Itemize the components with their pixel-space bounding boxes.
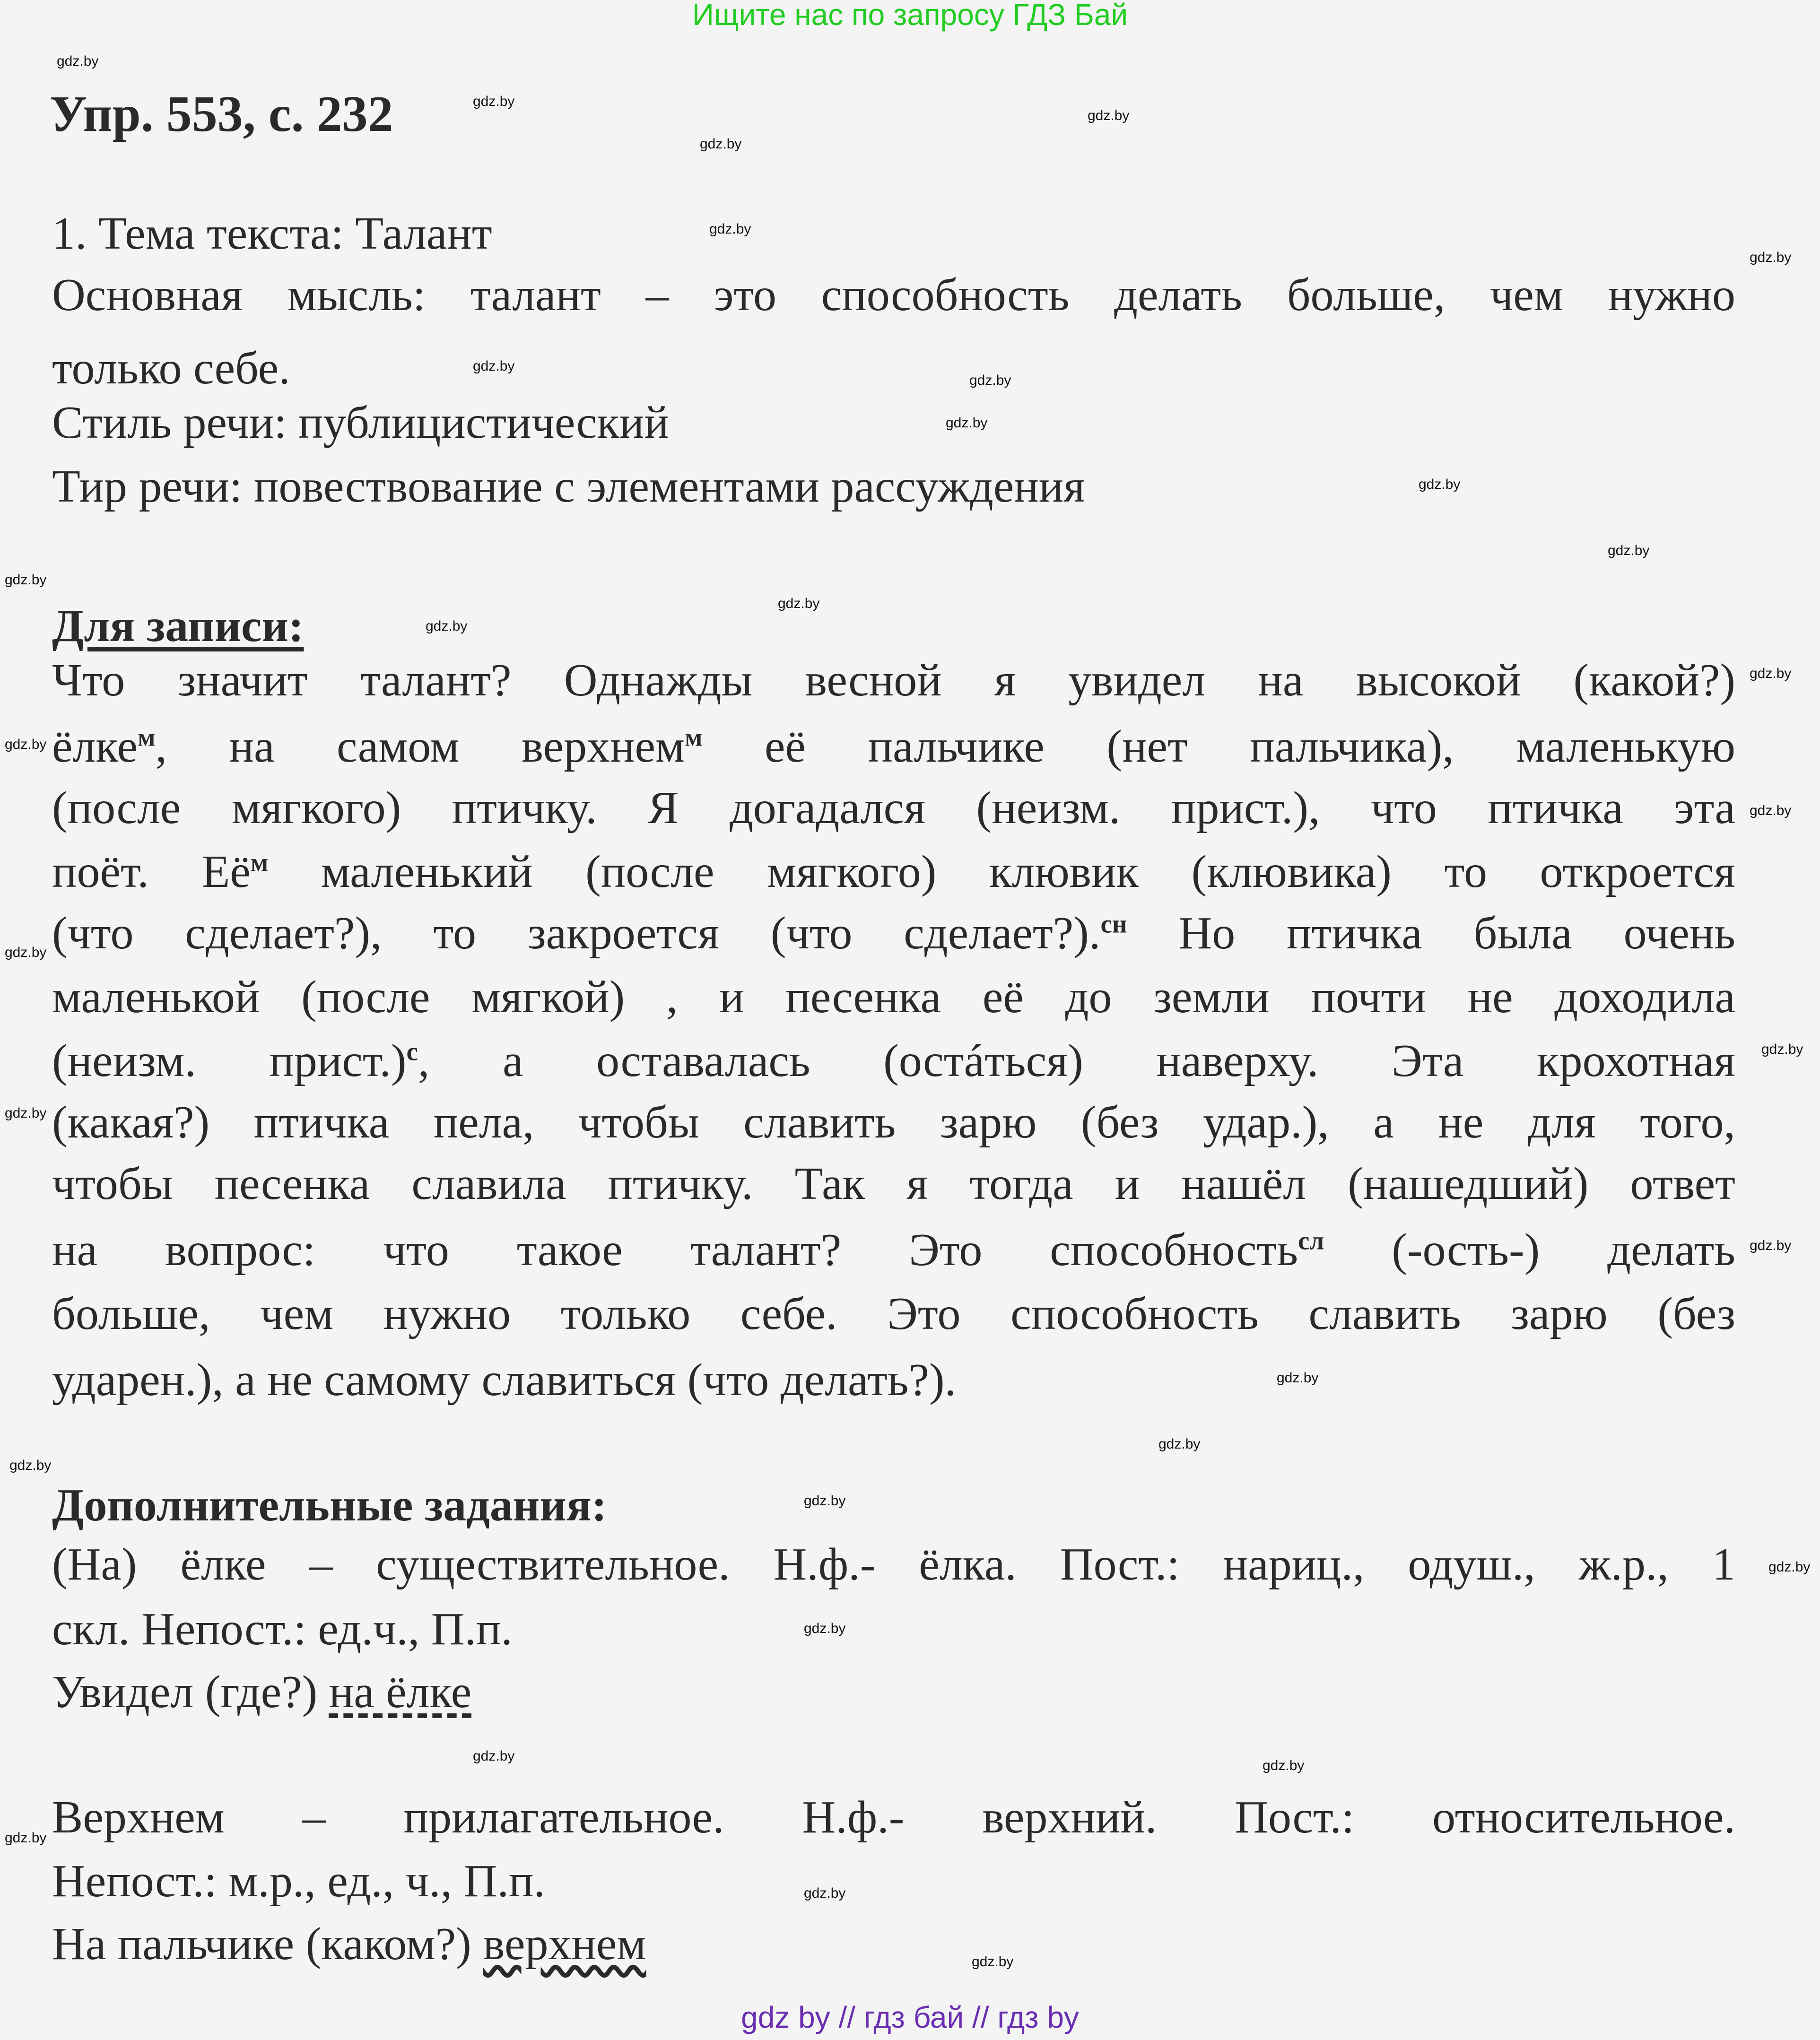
watermark: gdz.by bbox=[1750, 666, 1792, 681]
watermark: gdz.by bbox=[1277, 1370, 1319, 1386]
watermark: gdz.by bbox=[5, 572, 47, 588]
text-topic: 1. Тема текста: Талант bbox=[52, 208, 492, 259]
morpheme-mark: сн bbox=[1100, 909, 1127, 938]
watermark: gdz.by bbox=[426, 618, 468, 634]
record-line bbox=[52, 1035, 1735, 1086]
extra-heading: Дополнительные задания: bbox=[52, 1480, 607, 1531]
watermark: gdz.by bbox=[5, 945, 47, 960]
record-text: маленький (после мягкого) клювик (клювика) то откроется bbox=[268, 846, 1735, 897]
watermark: gdz.by bbox=[1088, 108, 1130, 123]
exercise-title: Упр. 553, с. 232 bbox=[50, 86, 393, 142]
morpheme-mark: м bbox=[138, 722, 156, 752]
verh-q-text: На пальчике (каком?) bbox=[52, 1918, 483, 1970]
elka-question bbox=[52, 1667, 472, 1718]
watermark: gdz.by bbox=[946, 415, 988, 431]
record-line bbox=[52, 1288, 1735, 1339]
watermark: gdz.by bbox=[804, 1493, 846, 1509]
record-line bbox=[52, 972, 1735, 1023]
watermark: gdz.by bbox=[1263, 1758, 1305, 1773]
record-line bbox=[52, 655, 1735, 706]
watermark: gdz.by bbox=[1750, 250, 1792, 265]
watermark: gdz.by bbox=[700, 136, 742, 152]
record-text: маленькой (после мягкой) , и песенка её до земли почти не доходила bbox=[52, 972, 1735, 1023]
watermark: gdz.by bbox=[804, 1621, 846, 1636]
morpheme-mark: м bbox=[685, 722, 703, 752]
record-text: (после мягкого) птичку. Я догадался (неизм. прист.), что птичка эта bbox=[52, 782, 1735, 833]
record-text: Но птичка была очень bbox=[1127, 908, 1735, 959]
record-text: , а оставалась (остáться) наверху. Эта крохотная bbox=[418, 1035, 1735, 1086]
watermark: gdz.by bbox=[778, 596, 820, 611]
record-text: (какая?) птичка пела, чтобы славить зарю (без удар.), а не для того, bbox=[52, 1097, 1735, 1148]
watermark: gdz.by bbox=[473, 94, 515, 109]
text-type: Тир речи: повествование с элементами рассуждения bbox=[52, 461, 1085, 512]
record-heading: Для записи: bbox=[52, 600, 304, 651]
watermark: gdz.by bbox=[972, 1954, 1014, 1970]
record-line bbox=[52, 908, 1735, 959]
record-line bbox=[52, 723, 1735, 770]
record-text: чтобы песенка славила птичку. Так я тогда и нашёл (нашедший) ответ bbox=[52, 1158, 1735, 1209]
watermark: gdz.by bbox=[473, 358, 515, 374]
elka-answer: на ёлке bbox=[329, 1667, 472, 1718]
record-text: (неизм. прист.) bbox=[52, 1035, 407, 1086]
watermark: gdz.by bbox=[1158, 1436, 1201, 1452]
elka-q-text: Увидел (где?) bbox=[52, 1667, 329, 1718]
watermark: gdz.by bbox=[473, 1748, 515, 1764]
record-text: её пальчике (нет пальчика), маленькую bbox=[702, 721, 1735, 772]
record-text: , на самом верхнем bbox=[155, 721, 685, 772]
morpheme-mark: сл bbox=[1298, 1226, 1324, 1255]
watermark: gdz.by bbox=[1768, 1559, 1811, 1575]
watermark: gdz.by bbox=[9, 1458, 52, 1473]
site-footer-banner: gdz by // гдз бай // гдз by bbox=[741, 2000, 1079, 2034]
text-main-idea: Основная мысль: талант – это способность делать больше, чем нужно bbox=[52, 269, 1735, 321]
record-text: Что значит талант? Однажды весной я увидел на высокой (какой?) bbox=[52, 655, 1735, 706]
record-text: больше, чем нужно только себе. Это способность славить зарю (без bbox=[52, 1288, 1735, 1339]
watermark: gdz.by bbox=[1750, 803, 1792, 818]
watermark: gdz.by bbox=[709, 221, 751, 237]
watermark: gdz.by bbox=[5, 1830, 47, 1846]
watermark: gdz.by bbox=[5, 737, 47, 752]
search-hint-banner: Ищите нас по запросу ГДЗ Бай bbox=[692, 0, 1128, 32]
record-line bbox=[52, 782, 1735, 833]
text-style: Стиль речи: публицистический bbox=[52, 397, 669, 448]
record-text: ёлке bbox=[52, 721, 138, 772]
morpheme-mark: с bbox=[406, 1037, 418, 1066]
verh-analysis-cont: Непост.: м.р., ед., ч., П.п. bbox=[52, 1856, 545, 1907]
record-text: поёт. Её bbox=[52, 846, 251, 897]
elka-analysis-cont: скл. Непост.: ед.ч., П.п. bbox=[52, 1604, 513, 1655]
watermark: gdz.by bbox=[1608, 543, 1650, 558]
record-text: ударен.), а не самому славиться (что делать?). bbox=[52, 1354, 957, 1406]
watermark: gdz.by bbox=[1419, 477, 1461, 492]
morpheme-mark: м bbox=[250, 848, 269, 877]
watermark: gdz.by bbox=[5, 1105, 47, 1121]
record-line bbox=[52, 1158, 1735, 1209]
verh-answer: верхнем bbox=[483, 1918, 646, 1970]
record-text: на вопрос: что такое талант? Это способность bbox=[52, 1224, 1298, 1276]
watermark: gdz.by bbox=[1750, 1238, 1792, 1253]
watermark: gdz.by bbox=[804, 1885, 846, 1901]
verh-question bbox=[52, 1918, 646, 1970]
record-text: (что сделает?), то закроется (что сделает?). bbox=[52, 908, 1101, 959]
watermark: gdz.by bbox=[1761, 1042, 1803, 1057]
elka-analysis: (На) ёлке – существительное. Н.ф.- ёлка. Пост.: нариц., одуш., ж.р., 1 bbox=[52, 1539, 1735, 1590]
watermark: gdz.by bbox=[57, 53, 99, 69]
record-line bbox=[52, 1099, 1735, 1146]
record-line bbox=[52, 1224, 1735, 1276]
record-text: (-ость-) делать bbox=[1324, 1224, 1735, 1276]
record-line bbox=[52, 846, 1735, 897]
record-line bbox=[52, 1354, 957, 1406]
verh-analysis: Верхнем – прилагательное. Н.ф.- верхний. Пост.: относительное. bbox=[52, 1792, 1735, 1843]
text-main-idea-cont: только себе. bbox=[52, 343, 290, 394]
watermark: gdz.by bbox=[969, 373, 1011, 388]
